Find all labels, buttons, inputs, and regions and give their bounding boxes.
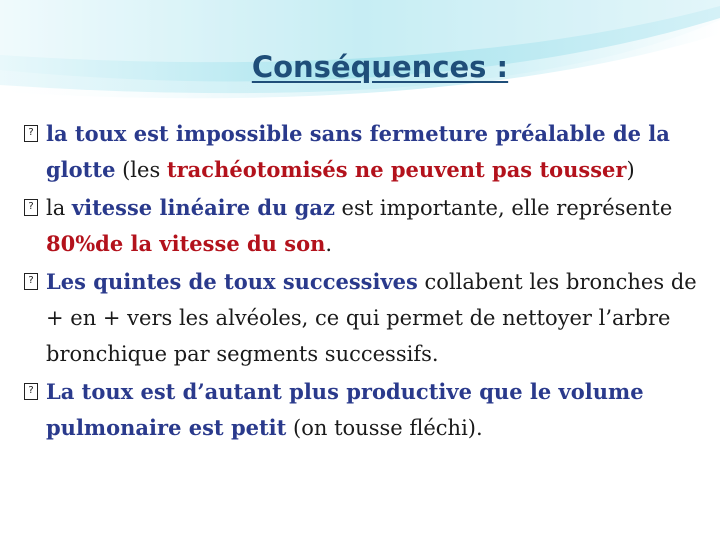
bullet-3-text: collabent les bronches de + en + vers les alvéoles, ce qui permet de nettoyer l’arbre bronchique par segments successifs.	[46, 270, 697, 366]
slide-title-text: Conséquences :	[251, 50, 509, 84]
bullet-2-text-mid: est importante, elle représente	[334, 196, 673, 220]
bullet-1-text-end: )	[626, 158, 635, 182]
bullet-item	[24, 190, 704, 262]
bullet-2-emphasis-red: 80%de la vitesse du son	[46, 231, 326, 256]
bullet-1-emphasis: la toux est impossible sans fermeture préalable de la glotte	[46, 121, 670, 182]
bullet-1-text: (les	[115, 158, 167, 182]
bullet-box-icon: ?	[24, 273, 38, 290]
bullet-1-emphasis-red: trachéotomisés ne peuvent pas tousser	[166, 157, 627, 182]
bullet-item	[24, 374, 704, 446]
bullet-4-emphasis: La toux est d’autant plus productive que le volume pulmonaire est petit	[46, 379, 644, 440]
bullet-2-text: la	[46, 196, 72, 220]
bullet-box-icon: ?	[24, 125, 38, 142]
bullet-item	[24, 264, 704, 372]
slide-title	[0, 50, 720, 84]
bullet-box-icon: ?	[24, 383, 38, 400]
bullet-2-text-end: .	[325, 232, 333, 256]
bullet-box-icon: ?	[24, 199, 38, 216]
bullet-2-emphasis: vitesse linéaire du gaz	[71, 195, 335, 220]
bullet-4-text: (on tousse fléchi).	[286, 416, 483, 440]
bullet-item	[24, 116, 704, 188]
bullet-3-emphasis: Les quintes de toux successives	[46, 269, 418, 294]
bullet-list	[24, 116, 704, 448]
